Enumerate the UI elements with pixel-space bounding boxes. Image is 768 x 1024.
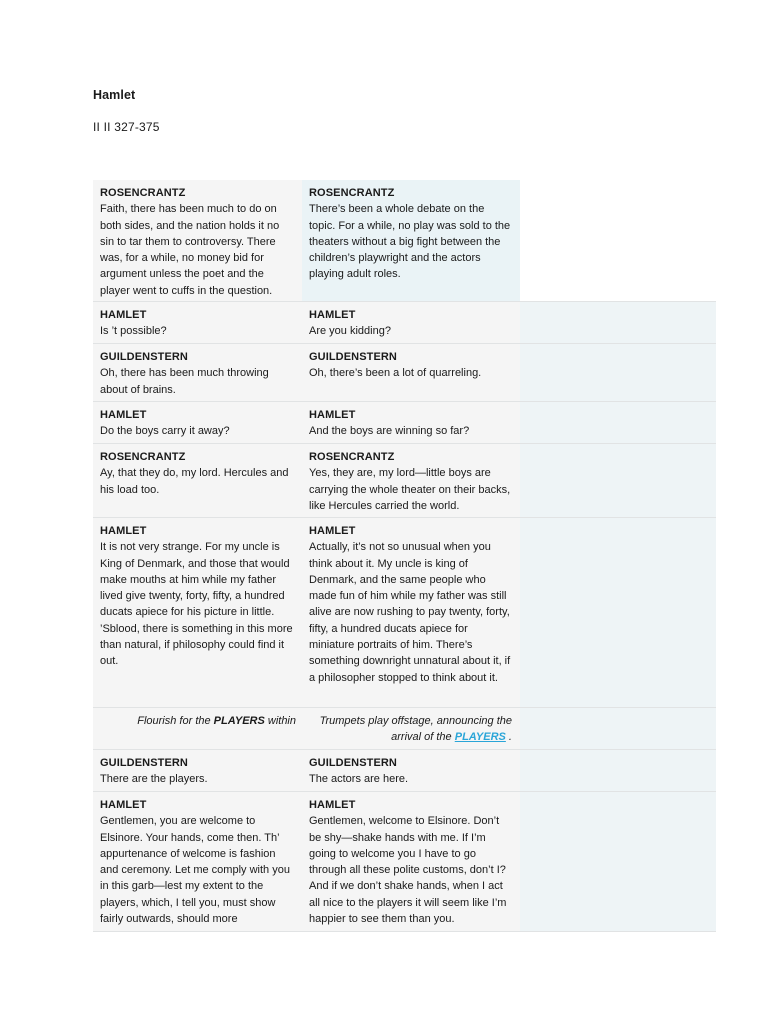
notes-cell: [520, 444, 716, 517]
modern-cell: [302, 518, 520, 707]
modern-cell: [302, 302, 520, 343]
original-cell: [93, 792, 302, 931]
table-row: [93, 792, 716, 932]
original-cell: [93, 344, 302, 401]
modern-line: And the boys are winning so far?: [309, 425, 470, 438]
modern-cell: [302, 792, 520, 931]
stage-text: .: [505, 731, 512, 744]
stage-text: within: [264, 715, 296, 727]
speaker-name: HAMLET: [100, 525, 147, 537]
stage-direction-row: [93, 708, 716, 750]
translation-table: [93, 180, 716, 932]
original-line: Faith, there has been much to do on both sides, and the nation holds it no sin to tar them to controversy. There was, for a while, no money bid for argument unless the poet and the player went to cuffs in the question.: [100, 203, 280, 297]
notes-cell: [520, 708, 716, 749]
table-row: [93, 750, 716, 792]
original-line: Is ’t possible?: [100, 325, 167, 338]
modern-line: Yes, they are, my lord—little boys are carrying the whole theater on their backs, like Hercules carried the world.: [309, 467, 511, 512]
original-line: Ay, that they do, my lord. Hercules and his load too.: [100, 467, 289, 496]
modern-cell: [302, 402, 520, 443]
original-line: Gentlemen, you are welcome to Elsinore. Your hands, come then. Th’ appurtenance of welcome is fashion and ceremony. Let me comply with you in this garb—lest my extent to the players, which, I tell you, must show fairly outwards, should more: [100, 815, 290, 926]
modern-line: Oh, there’s been a lot of quarreling.: [309, 367, 482, 380]
modern-cell: [302, 344, 520, 401]
modern-line: Gentlemen, welcome to Elsinore. Don’t be shy—shake hands with me. If I’m going to welcome you I have to go through all these polite customs, don’t I? And if we don’t shake hands, when I act all nice to the players it will seem like I’m happier to see them than you.: [309, 815, 507, 926]
modern-line: The actors are here.: [309, 773, 409, 786]
table-row: [93, 302, 716, 344]
speaker-name: GUILDENSTERN: [100, 351, 188, 363]
speaker-name: GUILDENSTERN: [309, 757, 397, 769]
speaker-name: ROSENCRANTZ: [100, 187, 186, 199]
table-row: [93, 402, 716, 444]
players-link[interactable]: PLAYERS: [454, 731, 506, 744]
modern-line: There’s been a whole debate on the topic. For a while, no play was sold to the theaters without a big fight between the children’s playwright and the actors playing adult roles.: [309, 203, 511, 281]
players-emphasis: PLAYERS: [213, 715, 265, 727]
original-stage-direction: [93, 708, 302, 749]
modern-stage-direction: [302, 708, 520, 749]
document-subtitle: II II 327-375: [93, 120, 160, 134]
notes-cell: [520, 402, 716, 443]
original-cell: [93, 750, 302, 791]
original-line: There are the players.: [100, 773, 208, 786]
notes-cell: [520, 180, 716, 301]
original-line: Oh, there has been much throwing about of brains.: [100, 367, 269, 396]
stage-text: Flourish for the: [137, 715, 214, 727]
speaker-name: HAMLET: [100, 309, 147, 321]
table-row: [93, 180, 716, 302]
original-line: It is not very strange. For my uncle is King of Denmark, and those that would make mouths at him while my father lived give twenty, forty, fifty, a hundred ducats apiece for his picture in little. ’Sblood, there is something in this more than natural, if philosophy could find it out.: [100, 541, 293, 668]
modern-cell: [302, 750, 520, 791]
stage-text: Trumpets play offstage, announcing the arrival of the: [319, 715, 512, 744]
notes-cell: [520, 750, 716, 791]
original-cell: [93, 302, 302, 343]
speaker-name: GUILDENSTERN: [100, 757, 188, 769]
original-cell: [93, 180, 302, 301]
speaker-name: HAMLET: [309, 799, 356, 811]
speaker-name: ROSENCRANTZ: [309, 451, 395, 463]
table-row: [93, 344, 716, 402]
notes-cell: [520, 302, 716, 343]
speaker-name: GUILDENSTERN: [309, 351, 397, 363]
document-title: Hamlet: [93, 88, 136, 102]
notes-cell: [520, 792, 716, 931]
speaker-name: HAMLET: [100, 799, 147, 811]
speaker-name: ROSENCRANTZ: [309, 187, 395, 199]
table-row: [93, 444, 716, 518]
original-cell: [93, 518, 302, 707]
speaker-name: HAMLET: [309, 525, 356, 537]
original-cell: [93, 444, 302, 517]
speaker-name: HAMLET: [100, 409, 147, 421]
speaker-name: HAMLET: [309, 409, 356, 421]
modern-cell: [302, 444, 520, 517]
speaker-name: ROSENCRANTZ: [100, 451, 186, 463]
modern-cell: [302, 180, 520, 301]
table-row: [93, 518, 716, 708]
modern-line: Are you kidding?: [309, 325, 391, 338]
original-line: Do the boys carry it away?: [100, 425, 230, 438]
speaker-name: HAMLET: [309, 309, 356, 321]
notes-cell: [520, 518, 716, 707]
modern-line: Actually, it’s not so unusual when you think about it. My uncle is king of Denmark, and the same people who made fun of him while my father was still alive are now rushing to pay twenty, forty, fifty, a hundred ducats apiece for miniature portraits of him. There’s something downright unnatural about it, if a philosopher stopped to think about it.: [309, 541, 511, 684]
original-cell: [93, 402, 302, 443]
notes-cell: [520, 344, 716, 401]
